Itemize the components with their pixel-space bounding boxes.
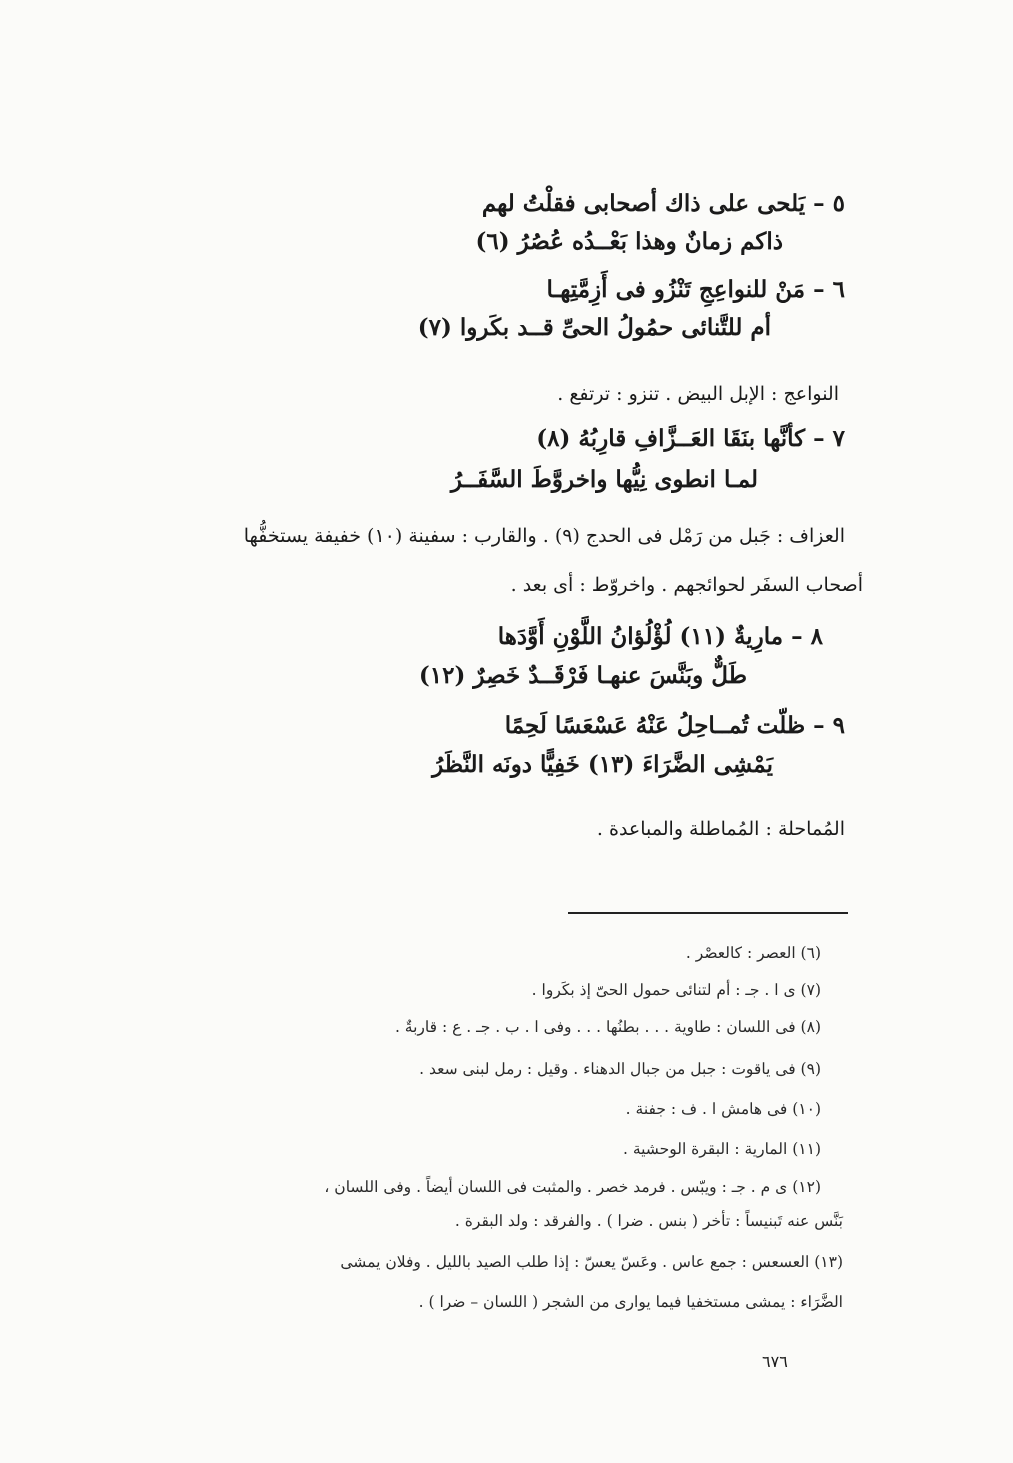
footnote-7: (٧) ى ا . جـ : أم لتنائى حمول الحىّ إذ بكَروا . — [531, 981, 821, 999]
footnote-separator — [568, 912, 848, 914]
footnote-6: (٦) العصر : كالعصْر . — [685, 944, 821, 962]
verse-8-first-hemistich: ٨ – مارِيةٌ (١١) لُؤْلُؤانُ اللَّوْنِ أَوَّدَها — [497, 623, 823, 650]
gloss-nawaij: النواعج : الإبل البيض . تنزو : ترتفع . — [557, 383, 839, 405]
verse-6-second-hemistich: أم للتَّنائى حمُولُ الحىِّ قــد بكَروا (٧) — [417, 314, 771, 341]
footnote-9: (٩) فى ياقوت : جبل من جبال الدهناء . وقيل : رمل لبنى سعد . — [419, 1060, 821, 1078]
verse-9-first-hemistich: ٩ – ظلّت تُمــاحِلُ عَنْهُ عَسْعَسًا لَحِمًا — [504, 712, 845, 739]
gloss-mumahala: المُماحلة : المُماطلة والمباعدة . — [596, 818, 845, 840]
footnote-8: (٨) فى اللسان : طاوية . . . بطنُها . . . وفى ا . ب . جـ . ع : قاربةٌ . — [394, 1018, 821, 1036]
footnote-11: (١١) المارية : البقرة الوحشية . — [622, 1140, 821, 1158]
gloss-azzaf: العزاف : جَبل من رَمْل فى الحدج (٩) . والقارب : سفينة (١٠) خفيفة يستخفُّها — [243, 525, 845, 547]
footnote-12-continued: بَنَّس عنه تَبنيساً : تأخر ( بنس . ضرا ) . والفرقد : ولد البقرة . — [454, 1212, 843, 1230]
verse-9-second-hemistich: يَمْشِى الضَّرَاءَ (١٣) خَفِيًّا دونَه النَّظَرُ — [432, 751, 773, 778]
footnote-13-continued: الضَّرَاء : يمشى مستخفيا فيما يوارى من الشجر ( اللسان – ضرا ) . — [418, 1293, 843, 1311]
footnote-13: (١٣) العسعس : جمع عاس . وعَسّ يعسّ : إذا طلب الصيد بالليل . وفلان يمشى — [340, 1253, 843, 1271]
page-number: ٦٧٦ — [762, 1352, 788, 1371]
verse-5-first-hemistich: ٥ – يَلحى على ذاك أصحابى فقلْتُ لهم — [481, 190, 845, 217]
verse-7-first-hemistich: ٧ – كأنَّها بنَقَا العَــزَّافِ قارِبُهُ (٨) — [536, 425, 845, 452]
footnote-12: (١٢) ى م . جـ : ويبّس . فرمد خصر . والمثبت فى اللسان أيضاً . وفى اللسان ، — [324, 1178, 821, 1196]
verse-7-second-hemistich: لمـا انطوى نِيُّها واخروَّطَ السَّفَــرُ — [450, 466, 758, 493]
verse-5-second-hemistich: ذاكم زمانٌ وهذا بَعْــدُه عُصُرُ (٦) — [475, 228, 783, 255]
verse-8-second-hemistich: طَلٌّ وبَنَّسَ عنهـا فَرْقَــدٌ خَصِرٌ (١٢) — [418, 662, 747, 689]
verse-6-first-hemistich: ٦ – مَنْ للنواعِجِ تَنْزُو فى أَزِمَّتِهـا — [546, 276, 845, 303]
footnote-10: (١٠) فى هامش ا . ف : جفنة . — [625, 1100, 821, 1118]
gloss-azzaf-continued: أصحاب السفَر لحوائجهم . واخروّط : أى بعد . — [510, 574, 863, 596]
